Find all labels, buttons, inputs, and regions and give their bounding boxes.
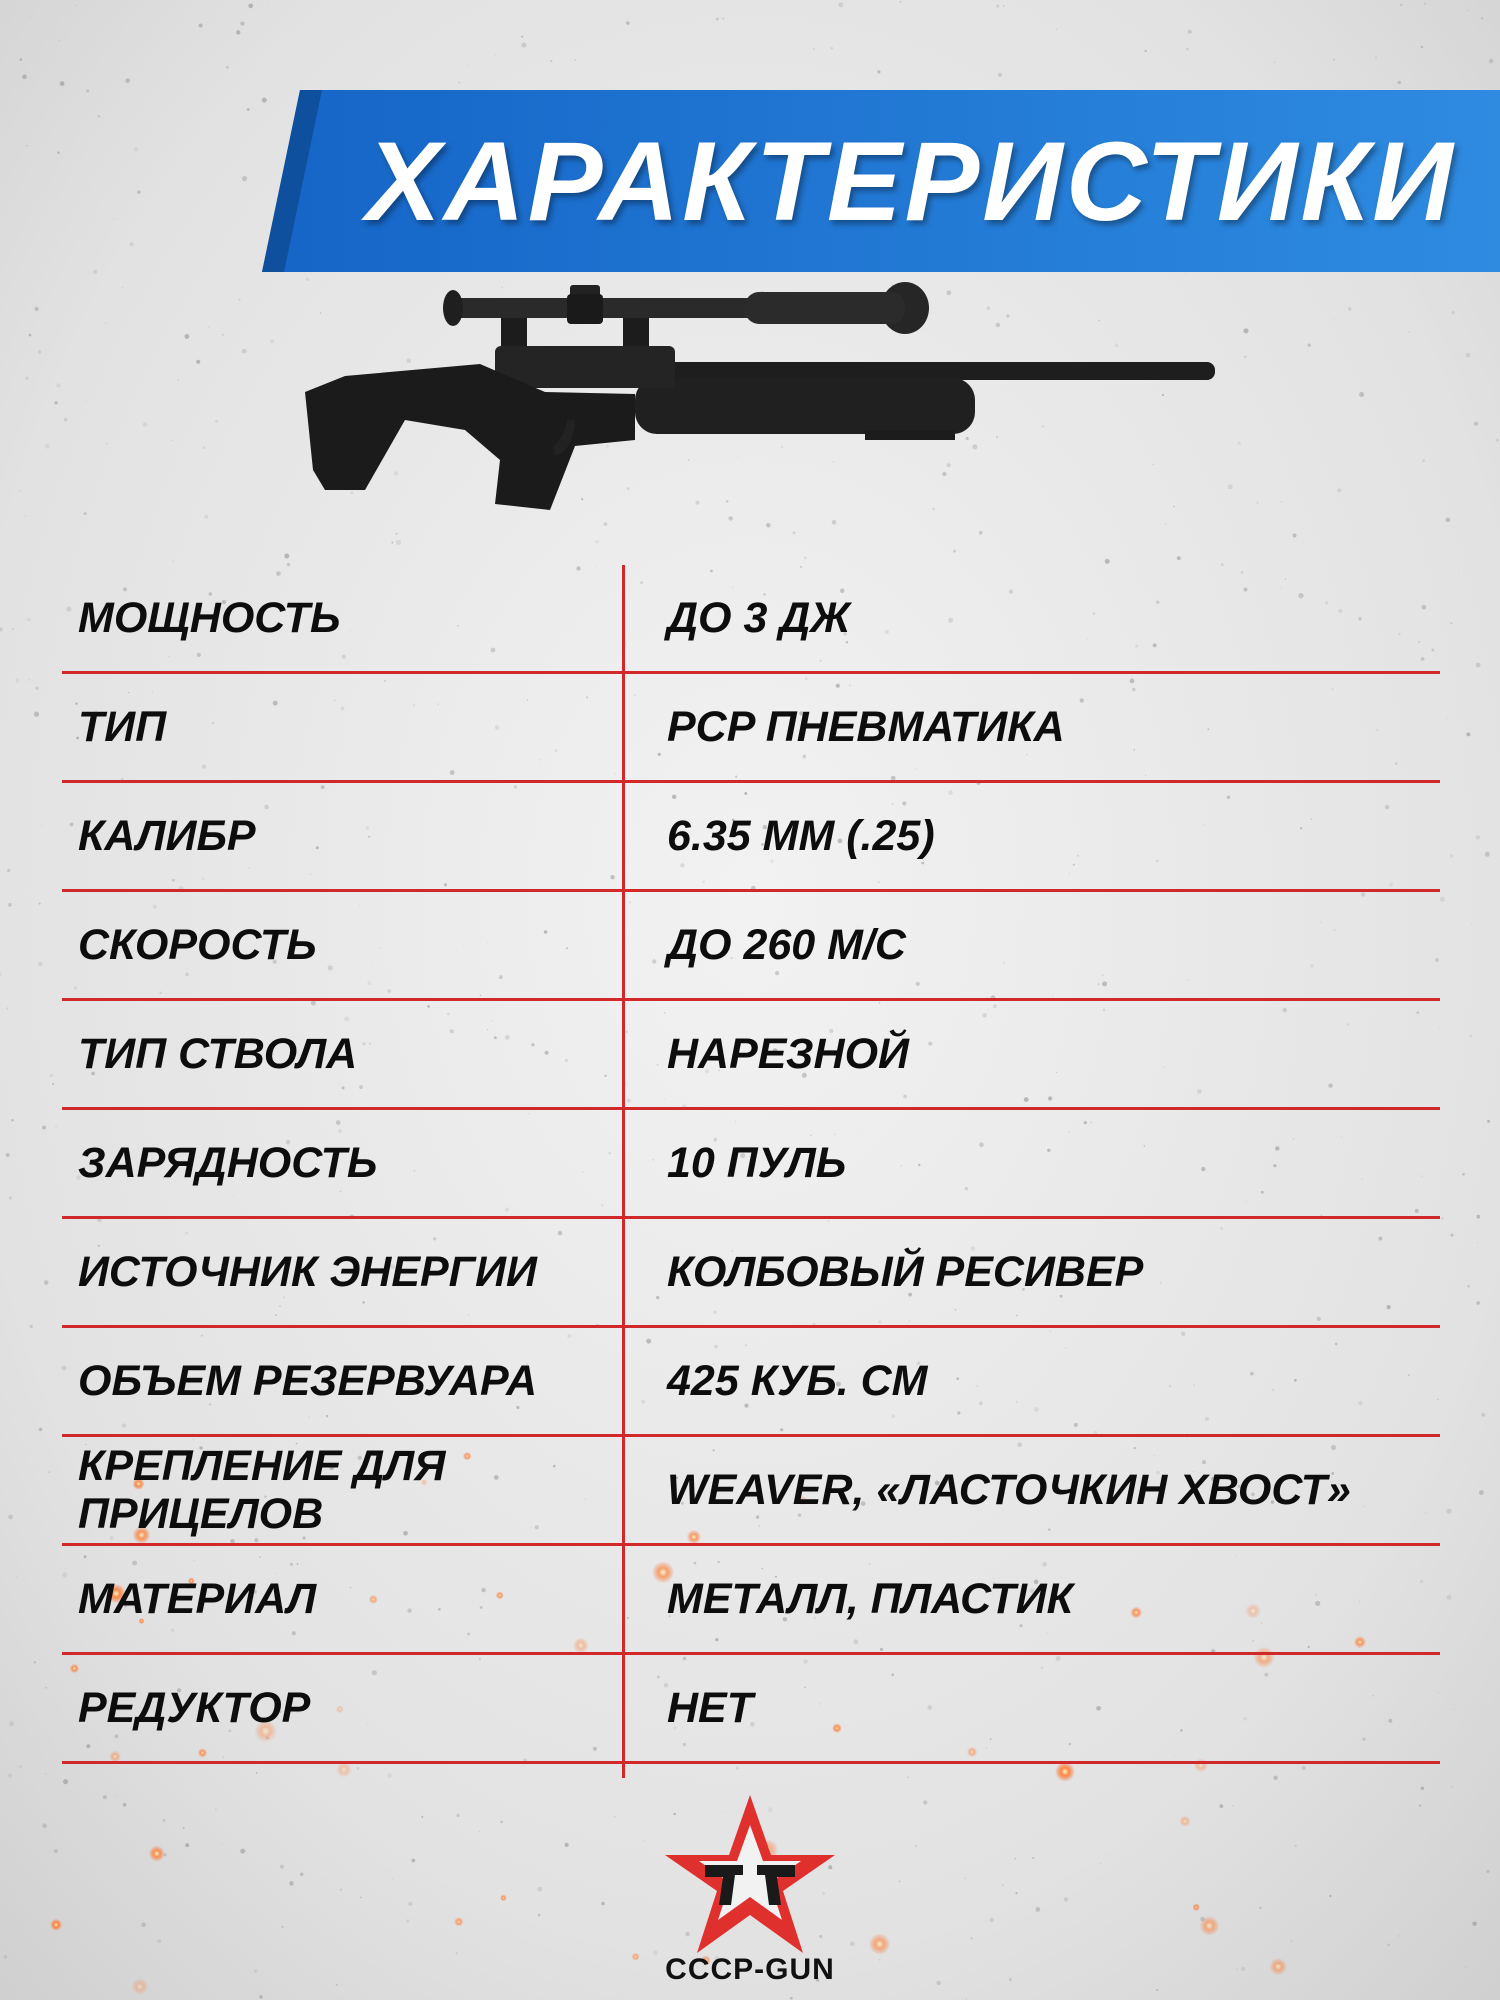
spec-value: WEAVER, «ЛАСТОЧКИН ХВОСТ» [667,1465,1351,1514]
rifle-image [305,280,1225,530]
spec-row [62,1655,1440,1764]
spec-row [62,892,1440,1001]
brand-logo [665,1795,835,1995]
brand-name: CCCP-GUN [665,1953,835,1986]
spec-value: PCP ПНЕВМАТИКА [667,702,1065,751]
spec-value: ДО 260 М/С [667,920,906,969]
spec-label: КАЛИБР [78,811,256,860]
spec-value: 425 КУБ. СМ [667,1356,928,1405]
specs-table [62,565,1440,1764]
spec-row [62,565,1440,674]
spec-label: ИСТОЧНИК ЭНЕРГИИ [78,1247,537,1296]
spec-value: НАРЕЗНОЙ [667,1029,909,1078]
spec-label: МАТЕРИАЛ [78,1574,317,1623]
spec-label: РЕДУКТОР [78,1683,311,1732]
spec-row [62,1437,1440,1546]
spec-value: ДО 3 ДЖ [667,593,851,642]
page-title: ХАРАКТЕРИСТИКИ [366,118,1456,244]
spec-row [62,674,1440,783]
spec-value: НЕТ [667,1683,753,1732]
spec-value: 10 ПУЛЬ [667,1138,847,1187]
spec-value: КОЛБОВЫЙ РЕСИВЕР [667,1247,1144,1296]
spec-label: ТИП [78,702,167,751]
spec-label: СКОРОСТЬ [78,920,317,969]
spec-row [62,1110,1440,1219]
spec-row [62,1001,1440,1110]
spec-row [62,1219,1440,1328]
spec-label: КРЕПЛЕНИЕ ДЛЯ ПРИЦЕЛОВ [78,1441,446,1538]
title-banner [262,90,1500,272]
spec-row [62,783,1440,892]
spec-row [62,1328,1440,1437]
star-gun-icon [665,1795,835,1955]
spec-label: ЗАРЯДНОСТЬ [78,1138,378,1187]
spec-label: МОЩНОСТЬ [78,593,341,642]
spec-label: ТИП СТВОЛА [78,1029,358,1078]
spec-value: 6.35 ММ (.25) [667,811,935,860]
spec-value: МЕТАЛЛ, ПЛАСТИК [667,1574,1074,1623]
spec-label: ОБЪЕМ РЕЗЕРВУАРА [78,1356,538,1405]
spec-row [62,1546,1440,1655]
